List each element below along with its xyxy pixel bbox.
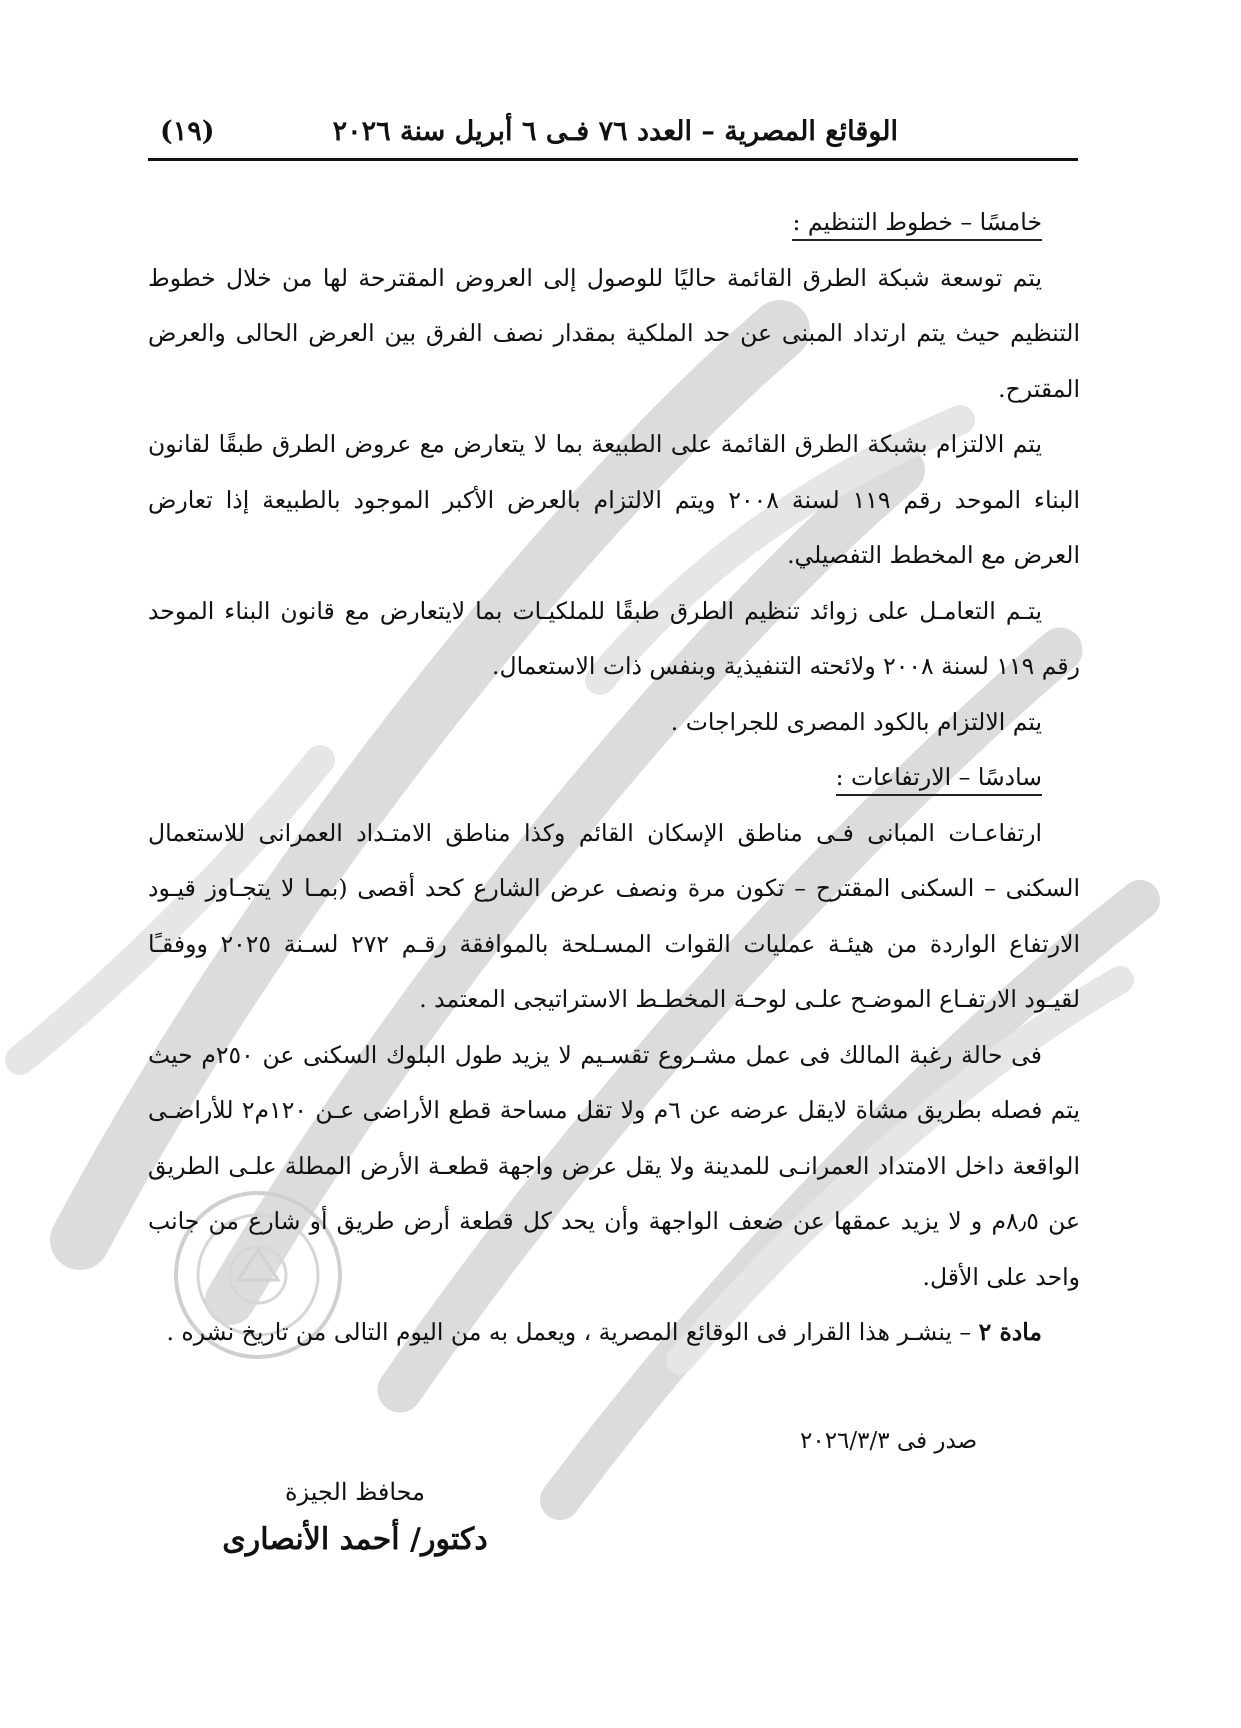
signer-name: دكتور/ أحمد الأنصارى xyxy=(222,1522,488,1557)
gazette-title: الوقائع المصرية – العدد ٧٦ فـى ٦ أبريل سنة ٢٠٢٦ xyxy=(332,116,898,147)
paragraph: يتـم التعامـل على زوائد تنظيم الطرق طبقًا للملكيـات بما لايتعارض مع قانون البناء الموحد رقم ١١٩ لسنة ٢٠٠٨ ولائحته التنفيذية وبنفس ذات الاستعمال. xyxy=(148,596,1080,680)
paragraph: يتم الالتزام بشبكة الطرق القائمة على الطبيعة بما لا يتعارض مع عروض الطرق طبقًا لقانون البناء الموحد رقم ١١٩ لسنة ٢٠٠٨ ويتم الالتزام بالعرض الأكبر الموجود بالطبيعة إذا تعارض العرض مع المخطط التفصيلي. xyxy=(148,430,1081,569)
article-2-label: مادة ٢ xyxy=(978,1318,1042,1346)
page-number: (١٩) xyxy=(160,116,215,147)
signer-role: محافظ الجيزة xyxy=(284,1478,426,1506)
paragraph: فى حالة رغبة المالك فى عمل مشـروع تقسـيم لا يزيد طول البلوك السكنى عن ٢٥٠م حيث يتم فصله بطريق مشاة لايقل عرضه عن ٦م ولا تقل مساحة قطع الأراضى عـن ١٢٠م٢ للأراضـى الواقعة داخل الامتداد العمرانـى للمدينة ولا يقل عرض واجهة قطعـة الأرض المطلة علـى الطريق عن ٨٫٥م و لا يزيد عمقها عن ضعف الواجهة وأن يحد كل قطعة أرض طريق أو شارع من جانب واحد على الأقل. xyxy=(148,1040,1081,1291)
paragraph: يتم توسعة شبكة الطرق القائمة حاليًا للوصول إلى العروض المقترحة لها من خلال خطوط التنظيم حيث يتم ارتداد المبنى عن حد الملكية بمقدار نصف الفرق بين العرض الحالى والعرض المقترح. xyxy=(148,263,1080,403)
page-header xyxy=(148,108,1078,161)
document-body xyxy=(148,195,1080,1361)
article-2 xyxy=(148,1305,1080,1361)
issue-date: صدر فى ٢٠٢٦/٣/٣ xyxy=(800,1428,978,1454)
section-5-heading: خامسًا – خطوط التنظيم : xyxy=(148,195,1080,251)
paragraph: ارتفاعـات المبانى فـى مناطق الإسكان القائم وكذا مناطق الامتـداد العمرانى للاستعمال السكنى – السكنى المقترح – تكون مرة ونصف عرض الشارع كحد أقصى (بمـا لا يتجـاوز قيـود الارتفاع الواردة من هيئـة عمليات القوات المسـلحة بالموافقة رقـم ٢٧٢ لسـنة ٢٠٢٥ ووفقـًا لقيـود الارتفـاع الموضـح علـى لوحـة المخطـط الاستراتيجى المعتمد . xyxy=(148,818,1080,1013)
signature-block xyxy=(190,1470,520,1566)
article-2-text: – ينشـر هذا القرار فى الوقائع المصرية ، ويعمل به من اليوم التالى من تاريخ نشره . xyxy=(166,1318,979,1346)
paragraph: يتم الالتزام بالكود المصرى للجراجات . xyxy=(670,707,1042,736)
section-6-heading: سادسًا – الارتفاعات : xyxy=(148,750,1080,806)
